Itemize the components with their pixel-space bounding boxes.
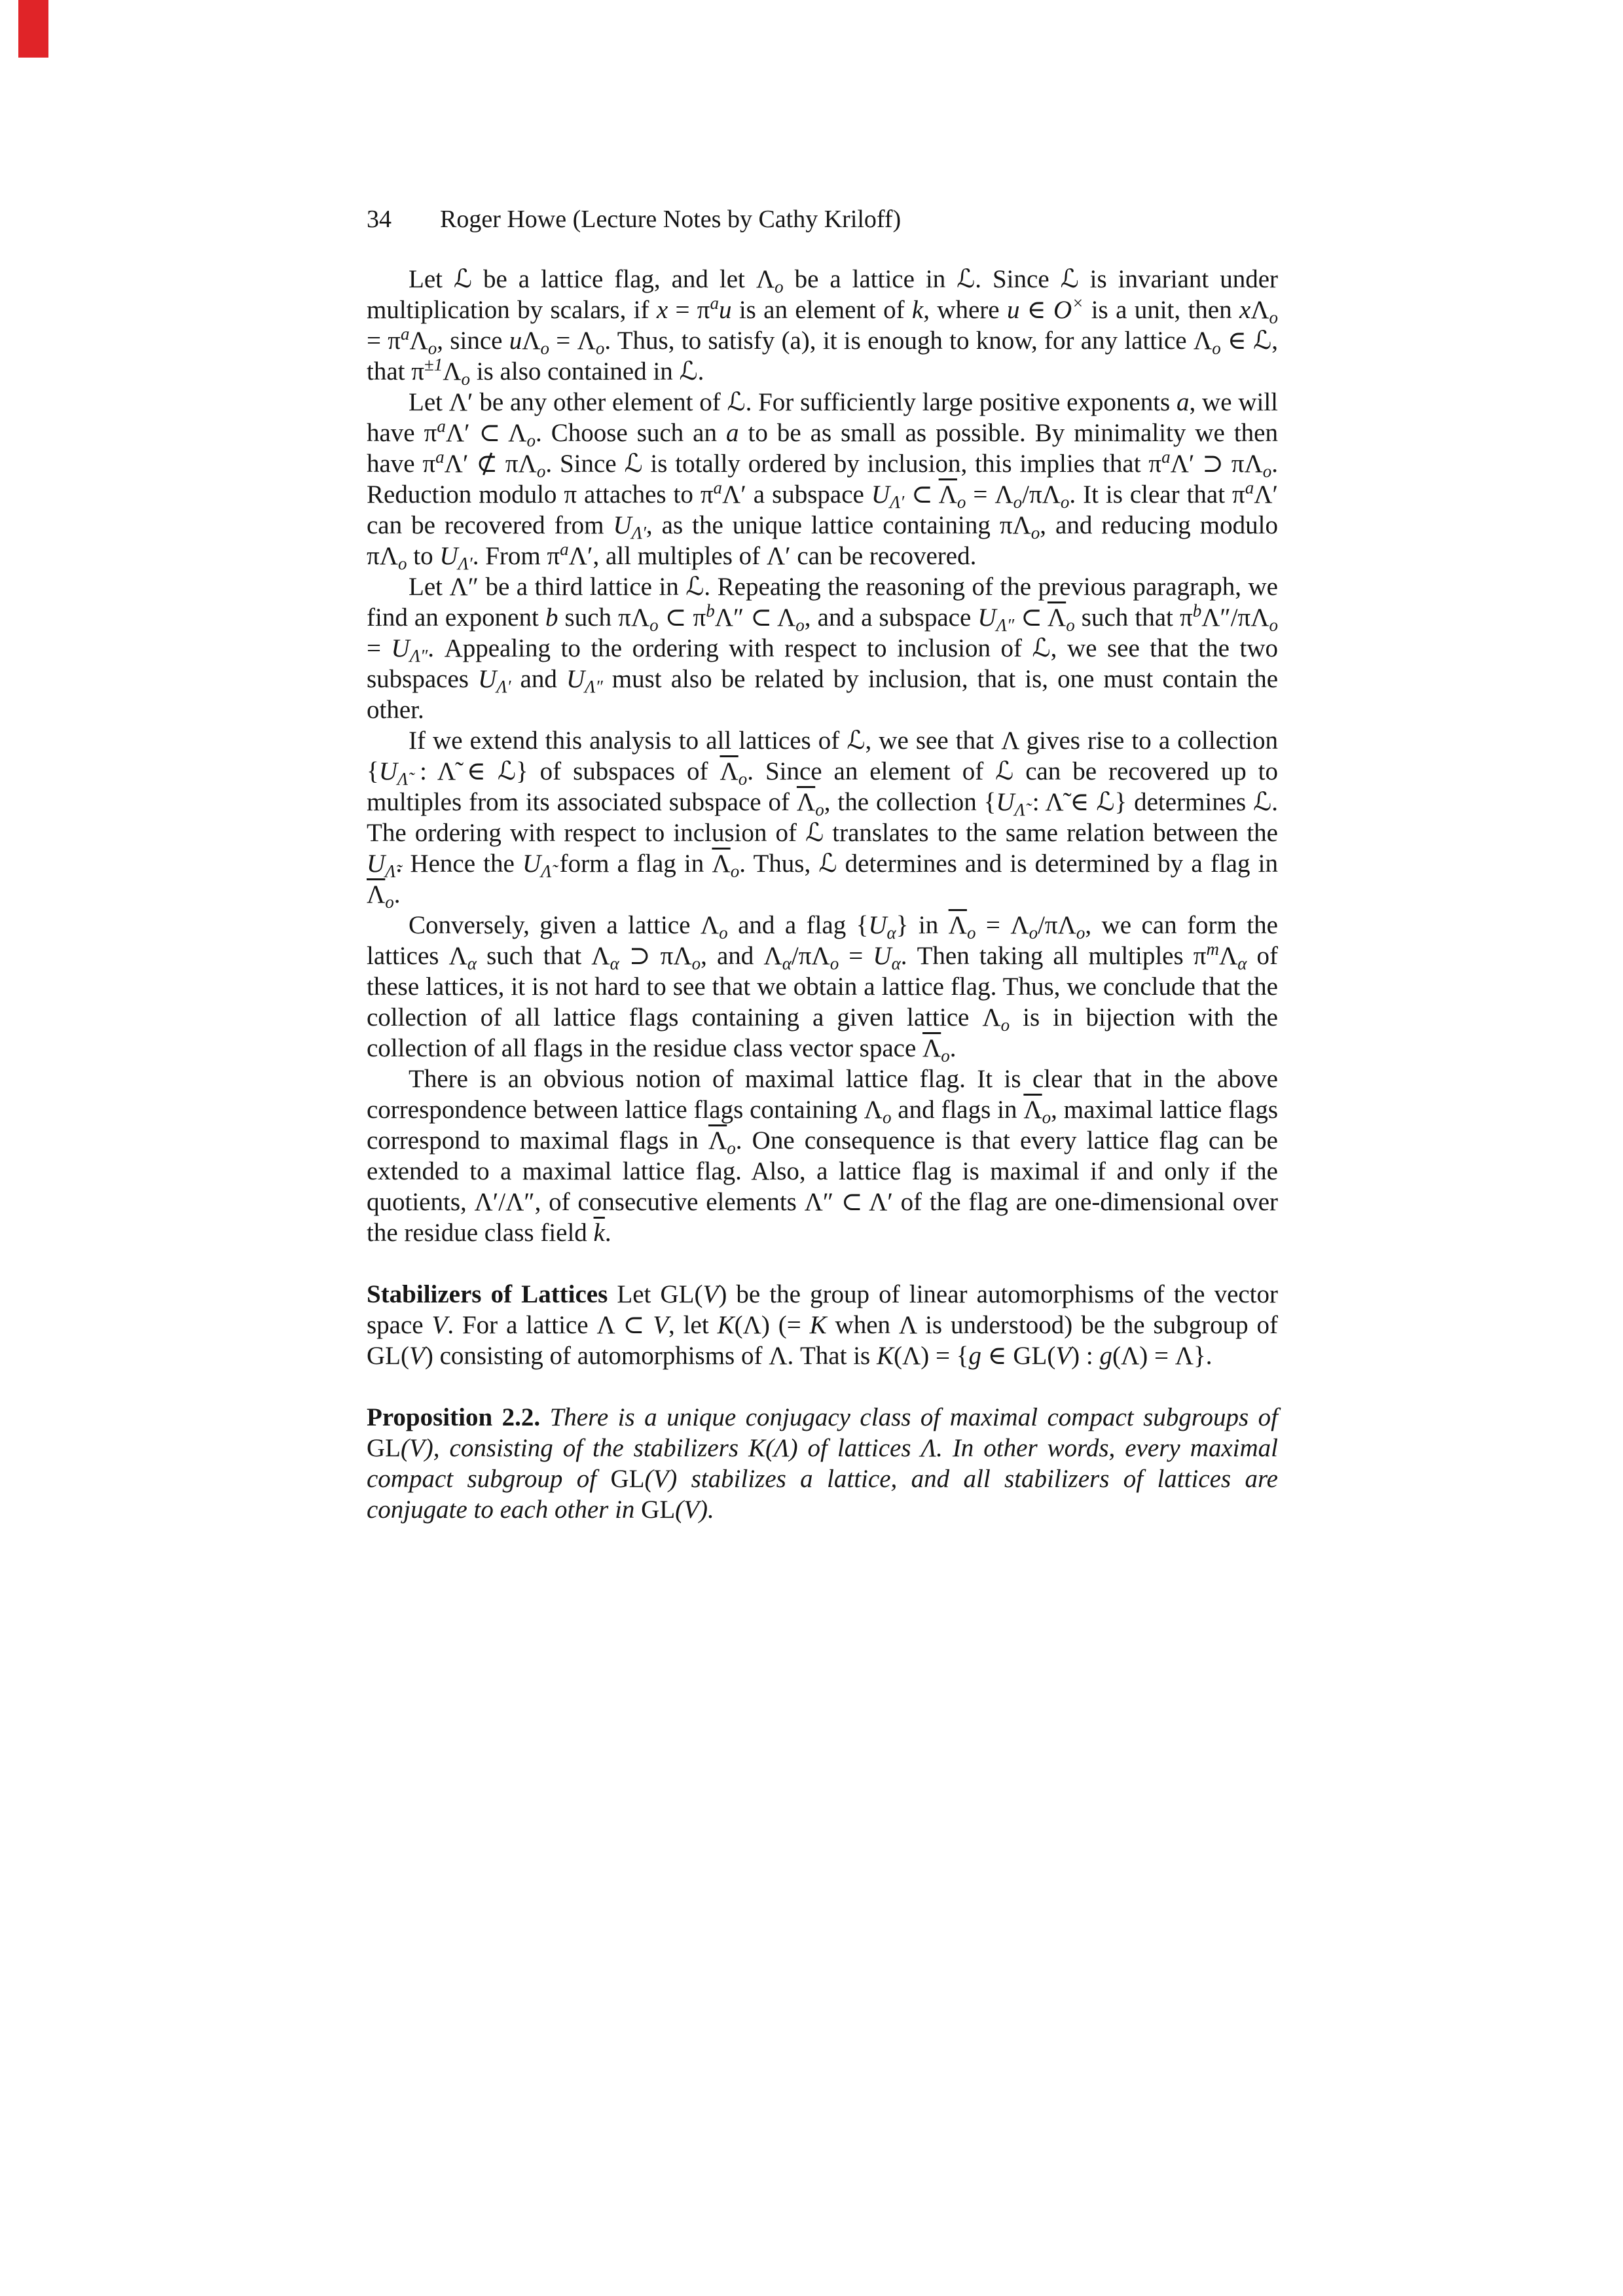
proposition-2-2	[367, 1402, 1278, 1525]
running-title: Roger Howe (Lecture Notes by Cathy Kriloff)	[440, 206, 902, 233]
paragraph-lambda-prime: Let Λ′ be any other element of ℒ. For sufficiently large positive exponents a, we will have $\pi^a\Lambda'$ ⊂ $\Lambda_o$. Choose such an a to be as small as possible. By minimality we then have $\pi^a\Lambda'$ ⊄ $\pi\Lambda_o$. Since ℒ is totally ordered by inclusion, this implies that $\pi^a\Lambda'$ ⊃ $\pi\Lambda_o$. Reduction modulo π attaches to $\pi^a\Lambda'$ a subspace $U_{\Lambda'}$ ⊂ $\overline{\Lambda}_o = \Lambda_o/\pi\Lambda_o$. It is clear that $\pi^a\Lambda'$ can be recovered from $U_{\Lambda'}$, as the unique lattice containing $\pi\Lambda_o$, and reducing modulo $\pi\Lambda_o$ to $U_{\Lambda'}$. From $\pi^a\Lambda'$, all multiples of Λ′ can be recovered.	[367, 388, 1279, 573]
paragraph-extend-analysis: If we extend this analysis to all lattices of ℒ, we see that Λ gives rise to a collection {$U_{\Lambdã}$ : Λ̃ ∈ ℒ} of subspaces of $\overline{\Lambda}_o$. Since an element of ℒ can be recovered up to multiples from its associated subspace of $\overline{\Lambda}_o$, the collection {$U_{\Lambdã}$ : Λ̃ ∈ ℒ} determines ℒ. The ordering with respect to inclusion of ℒ translates to the same relation between the $U_{\Lambdã}$. Hence the $U_{\Lambdã}$ form a flag in $\overline{\Lambda}_o$. Thus, ℒ determines and is determined by a flag in $\overline{\Lambda}_o$.	[367, 726, 1278, 912]
running-header	[367, 204, 1278, 235]
paragraph-lambda-double-prime: Let Λ″ be a third lattice in ℒ. Repeating the reasoning of the previous paragraph, we find an exponent b such $\pi\Lambda_o$ ⊂ $\pi^b\Lambda''$ ⊂ $\Lambda_o$, and a subspace $U_{\Lambda''}$ ⊂ $\overline{\Lambda}_o$ such that $\pi^b\Lambda''/\pi\Lambda_o = U_{\Lambda''}$. Appealing to the ordering with respect to inclusion of ℒ, we see that the two subspaces $U_{\Lambda'}$ and $U_{\Lambda''}$ must also be related by inclusion, that is, one must contain the other.	[367, 573, 1279, 724]
proposition-text: There is a unique conjugacy class of maximal compact subgroups of GL(V), consisting of the stabilizers K(Λ) of lattices Λ. In other words, every maximal compact subgroup of GL(V) stabilizes a lattice, and all stabilizers of lattices are conjugate to each other in GL(V).	[367, 1403, 1278, 1524]
page-number: 34	[367, 206, 392, 233]
red-scan-artifact	[18, 0, 48, 58]
section-heading: Stabilizers of Lattices	[367, 1280, 608, 1308]
section-text: Let GL(V) be the group of linear automorphisms of the vector space V. For a lattice Λ ⊂ V, let K(Λ) (= K when Λ is understood) be the subgroup of GL(V) consisting of automorphisms of Λ. That is K(Λ) = {g ∈ GL(V) : g(Λ) = Λ}.	[367, 1280, 1279, 1370]
paragraph-lattice-flag-intro: Let ℒ be a lattice flag, and let $\Lambda_o$ be a lattice in ℒ. Since ℒ is invariant under multiplication by scalars, if $x = \pi^au$ is an element of k, where u ∈ O× is a unit, then $x\Lambda_o = \pi^a\Lambda_o$, since $u\Lambda_o = \Lambda_o$. Thus, to satisfy (a), it is enough to know, for any lattice $\Lambda_o$ ∈ ℒ, that $\pi^{\pm 1}\Lambda_o$ is also contained in ℒ.	[367, 265, 1279, 389]
text-block	[367, 204, 1278, 1525]
paragraph-maximal-lattice-flag: There is an obvious notion of maximal lattice flag. It is clear that in the above correspondence between lattice flags containing $\Lambda_o$ and flags in $\overline{\Lambda}_o$, maximal lattice flags correspond to maximal flags in $\overline{\Lambda}_o$. One consequence is that every lattice flag can be extended to a maximal lattice flag. Also, a lattice flag is maximal if and only if the quotients, Λ′/Λ″, of consecutive elements Λ″ ⊂ Λ′ of the flag are one-dimensional over the residue class field $\overline{k}$.	[367, 1065, 1279, 1247]
paragraph-conversely: Conversely, given a lattice $\Lambda_o$ and a flag $\{U_\alpha\}$ in $\overline{\Lambda}_o = \Lambda_o/\pi\Lambda_o$, we can form the lattices $\Lambda_\alpha$ such that $\Lambda_\alpha$ ⊃ $\pi\Lambda_o$, and $\Lambda_\alpha/\pi\Lambda_o = U_\alpha$. Then taking all multiples $\pi^m\Lambda_\alpha$ of these lattices, it is not hard to see that we obtain a lattice flag. Thus, we conclude that the collection of all lattice flags containing a given lattice $\Lambda_o$ is in bijection with the collection of all flags in the residue class vector space $\overline{\Lambda}_o$.	[367, 911, 1279, 1066]
section-stabilizers-of-lattices	[367, 1279, 1278, 1371]
proposition-label: Proposition 2.2.	[367, 1403, 541, 1431]
